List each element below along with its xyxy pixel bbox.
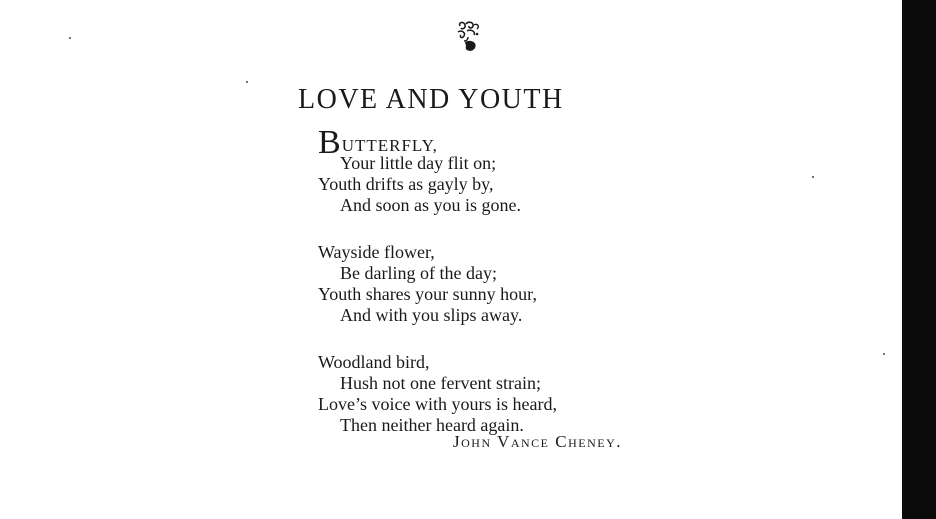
poem-line: Love’s voice with yours is heard, [318,394,557,414]
scan-speck [812,176,814,178]
scan-edge-bar [902,0,936,519]
floral-fleuron-icon [452,20,484,56]
poem-line: Woodland bird, [318,352,430,372]
poem-line [318,124,698,161]
first-line-rest: UTTERFLY, [341,136,438,155]
scan-speck [883,353,885,355]
drop-cap: B [318,124,341,161]
stanza-gap [318,326,698,352]
poem-title: LOVE AND YOUTH [298,84,564,115]
poem-line: And soon as you is gone. [340,195,521,215]
poem-author: John Vance Cheney. [453,432,622,451]
poem-line: And with you slips away. [340,305,523,325]
scan-speck [69,37,71,39]
scan-speck [246,81,248,83]
poem-line: Hush not one fervent strain; [340,373,541,393]
poem-line: Youth drifts as gayly by, [318,174,494,194]
stanza [318,124,698,216]
poem-line: Wayside flower, [318,242,435,262]
stanza [318,242,698,326]
poem-line: Be darling of the day; [340,263,497,283]
stanza [318,352,698,436]
poem-line: Then neither heard again. [340,415,524,435]
poem-line: Youth shares your sunny hour, [318,284,537,304]
stanza-gap [318,216,698,242]
poem-line: Your little day flit on; [340,153,497,173]
poem-body [318,124,698,436]
